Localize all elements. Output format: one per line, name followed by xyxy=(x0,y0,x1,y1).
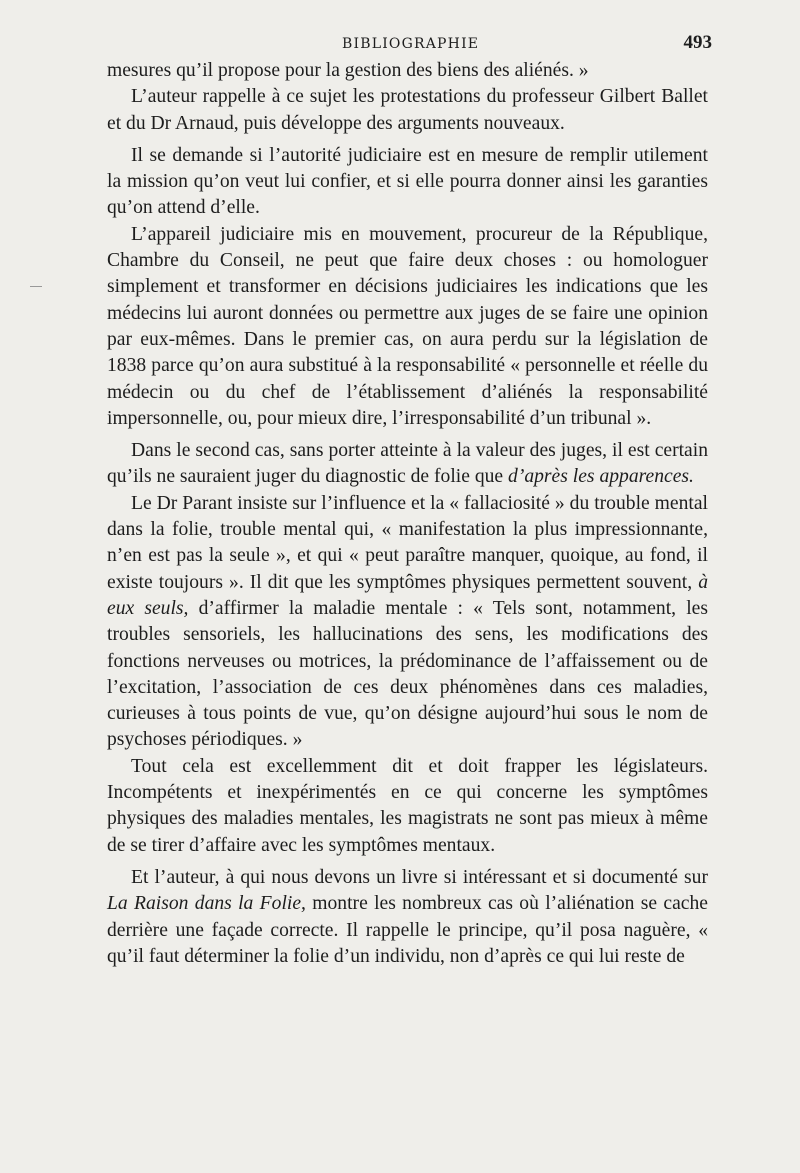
paragraph-text: d’affirmer la maladie mentale : « Tels sont, notamment, les troubles sensoriels, les hallucinations des sens, les modifications des fonctions nerveuses ou motrices, la prédominance de l’affaissement ou de l’excitation, l’association de ces deux phénomènes dans ces maladies, curieuses à tous points de vue, qu’on désigne aujourd’hui sous le nom de psychoses périodiques. » xyxy=(107,597,708,751)
page-header xyxy=(107,28,712,58)
paragraph-text: Le Dr Parant insiste sur l’influence et la « fallaciosité » du trouble mental dans la folie, trouble mental qui, « manifestation la plus impressionnante, n’en est pas la seule », et qui « peut paraître manquer, quoique, au fond, il existe toujours ». Il dit que les symptômes physiques permettent souvent, xyxy=(107,492,708,593)
italic-phrase: d’après les apparences. xyxy=(508,466,694,488)
body-text xyxy=(107,58,708,970)
paragraph: mesures qu’il propose pour la gestion des biens des aliénés. » xyxy=(107,60,589,81)
margin-mark xyxy=(30,286,42,287)
running-title: BIBLIOGRAPHIE xyxy=(342,36,480,52)
paragraph-text: montre les nombreux cas où l’aliénation se cache derrière une façade correcte. Il rappelle le principe, qu’il posa naguère, « qu’il faut déterminer la folie d’un individu, non d’après ce qui lui reste de xyxy=(107,893,708,967)
paragraph: Tout cela est excellemment dit et doit frapper les législateurs. Incompétents et inexpérimentés en ce qui concerne les symptômes physiques des maladies mentales, les magistrats ne sont pas mieux à même de se tirer d’affaire avec les symptômes mentaux. xyxy=(107,755,708,856)
paragraph xyxy=(107,491,708,754)
paragraph: Il se demande si l’autorité judiciaire est en mesure de remplir utilement la mission qu’on veut lui confier, et si elle pourra donner ainsi les garanties qu’on attend d’elle. xyxy=(107,144,708,219)
paragraph: L’appareil judiciaire mis en mouvement, procureur de la République, Chambre du Conseil, ne peut que faire deux choses : ou homologuer simplement et transformer en décisions judiciaires les indications que les médecins lui auront données ou permettre aux juges de se faire une opinion par eux-mêmes. Dans le premier cas, on aura perdu sur la législation de 1838 parce qu’on aura substitué à la responsabilité « personnelle et réelle du médecin ou du chef de l’établissement d’aliénés la responsabilité impersonnelle, ou, pour mieux dire, l’irresponsabilité d’un tribunal ». xyxy=(107,223,708,429)
paragraph xyxy=(107,438,708,491)
book-title: La Raison dans la Folie, xyxy=(107,893,306,915)
paragraph-text: Et l’auteur, à qui nous devons un livre si intéressant et si documenté sur xyxy=(131,866,708,888)
paragraph: L’auteur rappelle à ce sujet les protestations du professeur Gilbert Ballet et du Dr Arnaud, puis développe des arguments nouveaux. xyxy=(107,86,708,134)
page-number: 493 xyxy=(683,32,712,53)
paragraph-text: Dans le second cas, sans porter atteinte à la valeur des juges, il est certain qu’ils ne sauraient juger du diagnostic de folie que xyxy=(107,440,708,488)
paragraph xyxy=(107,865,708,970)
italic-phrase: à eux seuls, xyxy=(107,571,708,619)
